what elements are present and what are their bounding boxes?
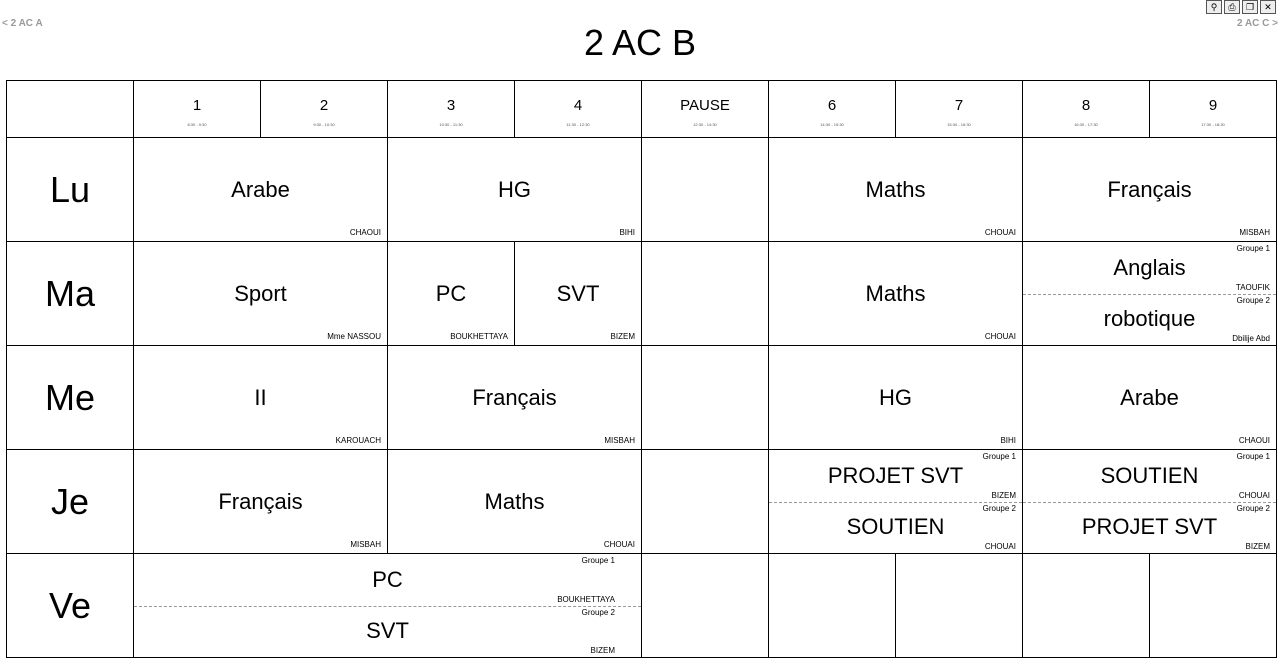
course-cell[interactable] <box>134 450 388 554</box>
period-time: 16:30 - 17:30 <box>1074 122 1098 127</box>
period-label: 1 <box>192 97 202 114</box>
period-3 <box>388 81 515 138</box>
day-label: Ve <box>7 554 134 658</box>
course-name: Sport <box>234 280 287 306</box>
teacher-name: CHOUAI <box>603 540 635 549</box>
next-class-link[interactable]: 2 AC C > <box>1236 18 1278 29</box>
teacher-name: BIHI <box>619 228 635 237</box>
empty-cell <box>769 554 896 658</box>
timetable <box>6 80 1277 658</box>
day-row-me <box>7 346 1277 450</box>
teacher-name: MISBAH <box>1239 228 1270 237</box>
close-icon[interactable]: ✕ <box>1260 0 1276 14</box>
period-7 <box>896 81 1023 138</box>
course-name: Arabe <box>1120 384 1179 410</box>
course-cell-split[interactable] <box>769 450 1023 554</box>
group-label: Groupe 2 <box>581 607 615 617</box>
period-4 <box>515 81 642 138</box>
period-time: 17:30 - 18:30 <box>1201 122 1225 127</box>
course-cell[interactable] <box>515 242 642 346</box>
period-label: PAUSE <box>680 97 730 114</box>
empty-cell <box>642 138 769 242</box>
teacher-name: MISBAH <box>604 436 635 445</box>
group-2-slot[interactable] <box>769 502 1022 554</box>
course-cell[interactable] <box>769 138 1023 242</box>
course-cell[interactable] <box>388 138 642 242</box>
prev-class-link[interactable]: < 2 AC A <box>2 18 43 29</box>
teacher-name: BIZEM <box>1245 542 1270 551</box>
group-1-slot[interactable] <box>1023 242 1276 295</box>
day-row-je <box>7 450 1277 554</box>
group-label: Groupe 1 <box>982 452 1016 461</box>
period-label: 2 <box>319 97 329 114</box>
period-1 <box>134 81 261 138</box>
group-2-slot[interactable] <box>1023 294 1276 346</box>
period-header-row <box>7 81 1277 138</box>
day-label: Ma <box>7 242 134 346</box>
course-cell[interactable] <box>388 242 515 346</box>
course-cell[interactable] <box>769 346 1023 450</box>
group-2-slot[interactable] <box>134 606 641 658</box>
course-name: II <box>254 384 267 410</box>
day-label: Lu <box>7 138 134 242</box>
period-label: 8 <box>1081 97 1091 114</box>
zoom-icon[interactable]: ⚲ <box>1206 0 1222 14</box>
period-time: 8:30 - 9:30 <box>187 122 207 127</box>
course-name: Français <box>1107 176 1192 202</box>
period-time: 11:30 - 12:30 <box>566 122 590 127</box>
course-name: PROJET SVT <box>1081 514 1218 540</box>
course-cell-split[interactable] <box>1023 242 1277 346</box>
period-label: 7 <box>954 97 964 114</box>
course-name: Anglais <box>1113 254 1186 280</box>
course-name: SOUTIEN <box>846 514 945 540</box>
course-cell[interactable] <box>134 346 388 450</box>
group-label: Groupe 1 <box>581 556 615 565</box>
toolbar <box>1206 0 1276 14</box>
day-row-lu <box>7 138 1277 242</box>
course-cell-split[interactable] <box>1023 450 1277 554</box>
period-time: 15:30 - 16:30 <box>947 122 971 127</box>
course-name: Français <box>218 488 303 514</box>
course-name: Arabe <box>231 176 290 202</box>
period-pause <box>642 81 769 138</box>
course-name: PROJET SVT <box>827 462 964 488</box>
teacher-name: Dbilije Abd <box>1232 334 1270 343</box>
course-name: HG <box>879 384 912 410</box>
course-cell[interactable] <box>388 346 642 450</box>
teacher-name: CHOUAI <box>984 228 1016 237</box>
group-2-slot[interactable] <box>1023 502 1276 554</box>
teacher-name: KAROUACH <box>335 436 381 445</box>
group-1-slot[interactable] <box>769 450 1022 503</box>
teacher-name: CHOUAI <box>984 542 1016 551</box>
day-row-ma <box>7 242 1277 346</box>
day-label: Me <box>7 346 134 450</box>
teacher-name: CHOUAI <box>1238 490 1270 500</box>
period-label: 6 <box>827 97 837 114</box>
period-time: 9:30 - 10:30 <box>313 122 335 127</box>
period-label: 9 <box>1208 97 1218 114</box>
course-name: SOUTIEN <box>1100 462 1199 488</box>
empty-cell <box>1023 554 1150 658</box>
teacher-name: CHAOUI <box>1238 436 1270 445</box>
empty-cell <box>896 554 1023 658</box>
group-label: Groupe 2 <box>982 503 1016 513</box>
day-row-ve <box>7 554 1277 658</box>
teacher-name: BIZEM <box>991 490 1016 500</box>
empty-cell <box>642 242 769 346</box>
period-label: 3 <box>446 97 456 114</box>
teacher-name: Mme NASSOU <box>327 332 381 341</box>
group-label: Groupe 1 <box>1236 452 1270 461</box>
print-icon[interactable]: ⎙ <box>1224 0 1240 14</box>
page-title: 2 AC B <box>583 22 697 63</box>
course-name: SVT <box>366 618 409 644</box>
period-time: 14:30 - 15:30 <box>820 122 844 127</box>
course-cell[interactable] <box>134 242 388 346</box>
corner-cell <box>7 81 134 138</box>
teacher-name: CHOUAI <box>984 332 1016 341</box>
teacher-name: TAOUFIK <box>1235 282 1270 292</box>
teacher-name: MISBAH <box>350 540 381 549</box>
period-6 <box>769 81 896 138</box>
day-label: Je <box>7 450 134 554</box>
course-name: Français <box>472 384 557 410</box>
teacher-name: BIZEM <box>610 332 635 341</box>
course-name: Maths <box>865 176 926 202</box>
period-time: 12:30 - 14:30 <box>693 122 717 127</box>
empty-cell <box>1150 554 1277 658</box>
period-8 <box>1023 81 1150 138</box>
group-label: Groupe 1 <box>1236 244 1270 253</box>
course-name: Maths <box>484 488 545 514</box>
period-9 <box>1150 81 1277 138</box>
group-label: Groupe 2 <box>1236 295 1270 305</box>
teacher-name: BIZEM <box>590 646 615 655</box>
teacher-name: CHAOUI <box>349 228 381 237</box>
group-1-slot[interactable] <box>134 554 641 607</box>
group-1-slot[interactable] <box>1023 450 1276 503</box>
teacher-name: BIHI <box>1000 436 1016 445</box>
empty-cell <box>642 346 769 450</box>
course-name: SVT <box>556 280 600 306</box>
course-name: Maths <box>865 280 926 306</box>
course-name: HG <box>498 176 531 202</box>
restore-icon[interactable]: ❐ <box>1242 0 1258 14</box>
course-cell-split[interactable] <box>134 554 642 658</box>
course-name: robotique <box>1103 306 1196 332</box>
course-cell[interactable] <box>134 138 388 242</box>
group-label: Groupe 2 <box>1236 503 1270 513</box>
teacher-name: BOUKHETTAYA <box>557 594 615 604</box>
course-name: PC <box>435 280 467 306</box>
course-cell[interactable] <box>1023 138 1277 242</box>
course-cell[interactable] <box>388 450 642 554</box>
teacher-name: BOUKHETTAYA <box>450 332 508 341</box>
period-time: 10:30 - 11:30 <box>439 122 463 127</box>
course-name: PC <box>372 566 403 592</box>
period-2 <box>261 81 388 138</box>
empty-cell <box>642 554 769 658</box>
course-cell[interactable] <box>1023 346 1277 450</box>
empty-cell <box>642 450 769 554</box>
course-cell[interactable] <box>769 242 1023 346</box>
period-label: 4 <box>573 97 583 114</box>
